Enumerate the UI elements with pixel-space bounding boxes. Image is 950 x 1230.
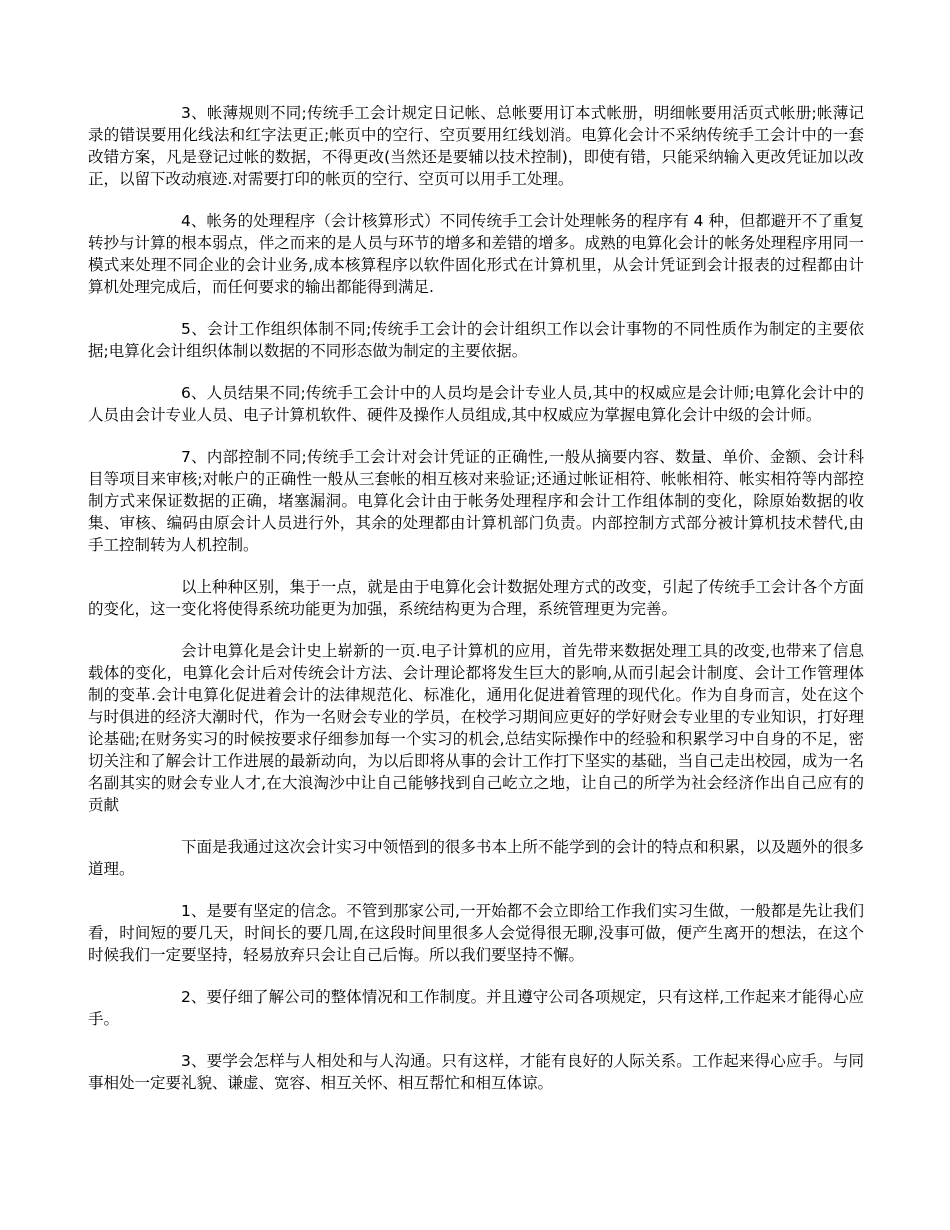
paragraph-lesson-2: 2、要仔细了解公司的整体情况和工作制度。并且遵守公司各项规定，只有这样,工作起来才能得心应手。 bbox=[88, 988, 864, 1028]
paragraph-computerized-accounting: 会计电算化是会计史上崭新的一页.电子计算机的应用，首先带来数据处理工具的改变,也带来了信息载体的变化，电算化会计后对传统会计方法、会计理论都将发生巨大的影响,从而引起会计制度、会计工作管理体制的变革.会计电算化促进着会计的法律规范化、标准化，通用化促进着管理的现代化。作为自身而言，处在这个与时俱进的经济大潮时代，作为一名财会专业的学员，在校学习期间应更好的学好财会专业里的专业知识，打好理论基础;在财务实习的时候按要求仔细参加每一个实习的机会,总结实际操作中的经验和积累学习中自身的不足，密切关注和了解会计工作进展的最新动向，为以后即将从事的会计工作打下坚实的基础，当自己走出校园，成为一名名副其实的财会专业人才,在大浪淘沙中让自己能够找到自己屹立之地，让自己的所学为社会经济作出自己应有的贡献 bbox=[88, 642, 864, 814]
document-body bbox=[88, 102, 864, 1114]
paragraph-organization-system: 5、会计工作组织体制不同;传统手工会计的会计组织工作以会计事物的不同性质作为制定的主要依据;电算化会计组织体制以数据的不同形态做为制定的主要依据。 bbox=[88, 320, 864, 360]
paragraph-lesson-1: 1、是要有坚定的信念。不管到那家公司,一开始都不会立即给工作我们实习生做，一般都是先让我们看，时间短的要几天，时间长的要几周,在这段时间里很多人会觉得很无聊,没事可做，便产生离开的想法，在这个时候我们一定要坚持，轻易放弃只会让自己后悔。所以我们要坚持不懈。 bbox=[88, 902, 864, 964]
paragraph-accounting-procedure: 4、帐务的处理程序（会计核算形式）不同传统手工会计处理帐务的程序有 4 种，但都避开不了重复转抄与计算的根本弱点，伴之而来的是人员与环节的增多和差错的增多。成熟的电算化会计的帐务处理程序用同一模式来处理不同企业的会计业务,成本核算程序以软件固化形式在计算机里，从会计凭证到会计报表的过程都由计算机处理完成后，而任何要求的输出都能得到满足. bbox=[88, 212, 864, 296]
paragraph-personnel-structure: 6、人员结果不同;传统手工会计中的人员均是会计专业人员,其中的权威应是会计师;电算化会计中的人员由会计专业人员、电子计算机软件、硬件及操作人员组成,其中权威应为掌握电算化会计中级的会计师。 bbox=[88, 384, 864, 424]
paragraph-lesson-3: 3、要学会怎样与人相处和与人沟通。只有这样，才能有良好的人际关系。工作起来得心应手。与同事相处一定要礼貌、谦虚、宽容、相互关怀、相互帮忙和相互体谅。 bbox=[88, 1052, 864, 1092]
paragraph-summary: 以上种种区别，集于一点，就是由于电算化会计数据处理方式的改变，引起了传统手工会计各个方面的变化，这一变化将使得系统功能更为加强，系统结构更为合理，系统管理更为完善。 bbox=[88, 578, 864, 618]
paragraph-ledger-rules: 3、帐薄规则不同;传统手工会计规定日记帐、总帐要用订本式帐册，明细帐要用活页式帐册;帐薄记录的错误要用化线法和红字法更正;帐页中的空行、空页要用红线划消。电算化会计不采纳传统手工会计中的一套改错方案，凡是登记过帐的数据，不得更改(当然还是要辅以技术控制)，即使有错，只能采纳输入更改凭证加以改正，以留下改动痕迹.对需要打印的帐页的空行、空页可以用手工处理。 bbox=[88, 104, 864, 188]
paragraph-lessons-intro: 下面是我通过这次会计实习中领悟到的很多书本上所不能学到的会计的特点和积累，以及题外的很多道理。 bbox=[88, 838, 864, 878]
paragraph-internal-control: 7、内部控制不同;传统手工会计对会计凭证的正确性,一般从摘要内容、数量、单价、金额、会计科目等项目来审核;对帐户的正确性一般从三套帐的相互核对来验证;还通过帐证相符、帐帐相符、帐实相符等内部控制方式来保证数据的正确，堵塞漏洞。电算化会计由于帐务处理程序和会计工作组体制的变化，除原始数据的收集、审核、编码由原会计人员进行外，其余的处理都由计算机部门负责。内部控制方式部分被计算机技术替代,由手工控制转为人机控制。 bbox=[88, 448, 864, 554]
